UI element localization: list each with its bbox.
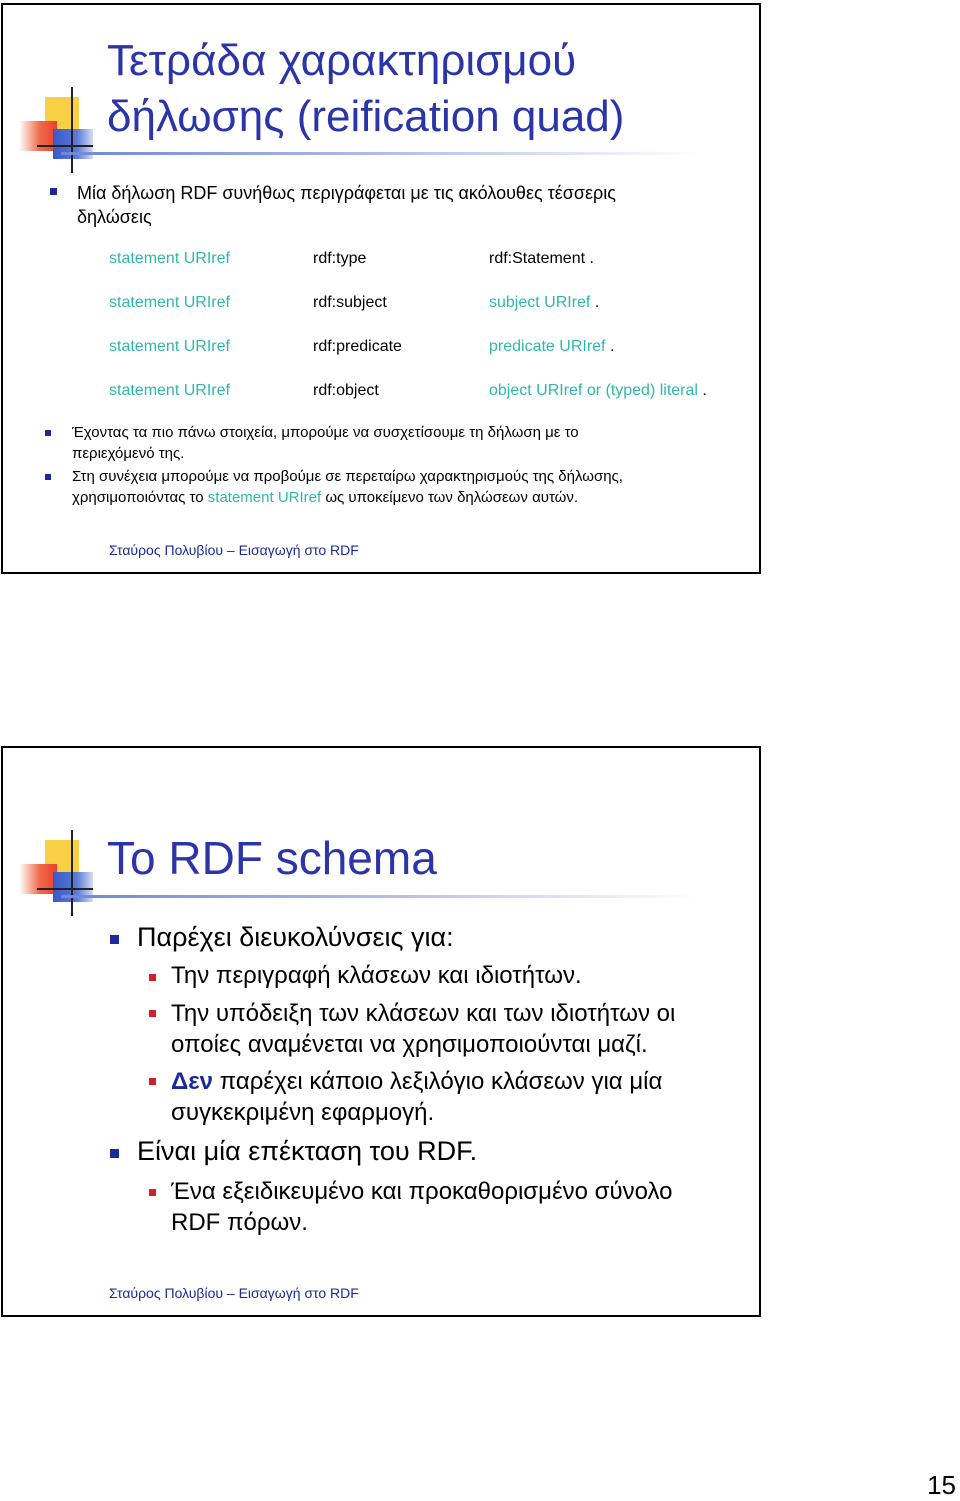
slide-reification-quad [1,3,761,574]
title-underline [61,895,701,898]
bullet-icon [149,1078,156,1085]
object-cell: subject URIref . [489,294,600,311]
bullet-icon [45,430,51,436]
subject-cell: statement URIref [109,338,230,355]
bullet-text: Έχοντας τα πιο πάνω στοιχεία, μπορούμε να συσχετίσουμε τη δήλωση με το περιεχόμενό της. [72,424,579,462]
sub-bullet-text: Την περιγραφή κλάσεων και ιδιοτήτων. [171,962,582,989]
predicate-cell: rdf:type [313,250,367,267]
bullet-icon [50,188,57,195]
slide-logo-icon [11,830,111,920]
object-cell: predicate URIref . [489,338,615,355]
bullet-text: Μία δήλωση RDF συνήθως περιγράφεται με τις ακόλουθες τέσσερις δηλώσεις [77,183,616,227]
slide-rdf-schema [1,746,761,1317]
sub-bullet-text: Δεν παρέχει κάποιο λεξιλόγιο κλάσεων για μία συγκεκριμένη εφαρμογή. [171,1068,663,1126]
slide-logo-icon [11,87,111,177]
subject-cell: statement URIref [109,250,230,267]
object-cell: rdf:Statement . [489,250,594,267]
bullet-icon [110,1149,119,1158]
slide-title-line1: Τετράδα χαρακτηρισμού [107,36,577,85]
slide-title: Το RDF schema [107,832,437,884]
slide-title [107,33,624,145]
bullet-text: Παρέχει διευκολύνσεις για: [137,922,454,952]
predicate-cell: rdf:object [313,382,379,399]
subject-cell: statement URIref [109,382,230,399]
slide-footer: Σταύρος Πολυβίου – Εισαγωγή στο RDF [109,542,359,558]
sub-bullet-text: Την υπόδειξη των κλάσεων και των ιδιοτήτων οι οποίες αναμένεται να χρησιμοποιούνται μαζί. [171,1000,676,1058]
bullet-icon [45,474,51,480]
bullet-icon [149,1189,156,1196]
predicate-cell: rdf:predicate [313,338,402,355]
slide-title-line2: δήλωσης (reification quad) [107,92,625,141]
title-underline [61,152,701,155]
slide-footer: Σταύρος Πολυβίου – Εισαγωγή στο RDF [109,1285,359,1301]
bullet-icon [110,935,119,944]
bullet-icon [149,1010,156,1017]
predicate-cell: rdf:subject [313,294,387,311]
page-number: 15 [927,1470,956,1500]
bullet-icon [149,974,156,981]
bullet-text: Είναι μία επέκταση του RDF. [137,1136,478,1166]
object-cell: object URIref or (typed) literal . [489,382,707,399]
bullet-text: Στη συνέχεια μπορούμε να προβούμε σε περεταίρω χαρακτηρισμούς της δήλωσης, χρησιμοποιόντας το statement URIref ως υποκείμενο των δηλώσεων αυτών. [72,468,623,506]
subject-cell: statement URIref [109,294,230,311]
sub-bullet-text: Ένα εξειδικευμένο και προκαθορισμένο σύνολο RDF πόρων. [171,1178,673,1236]
